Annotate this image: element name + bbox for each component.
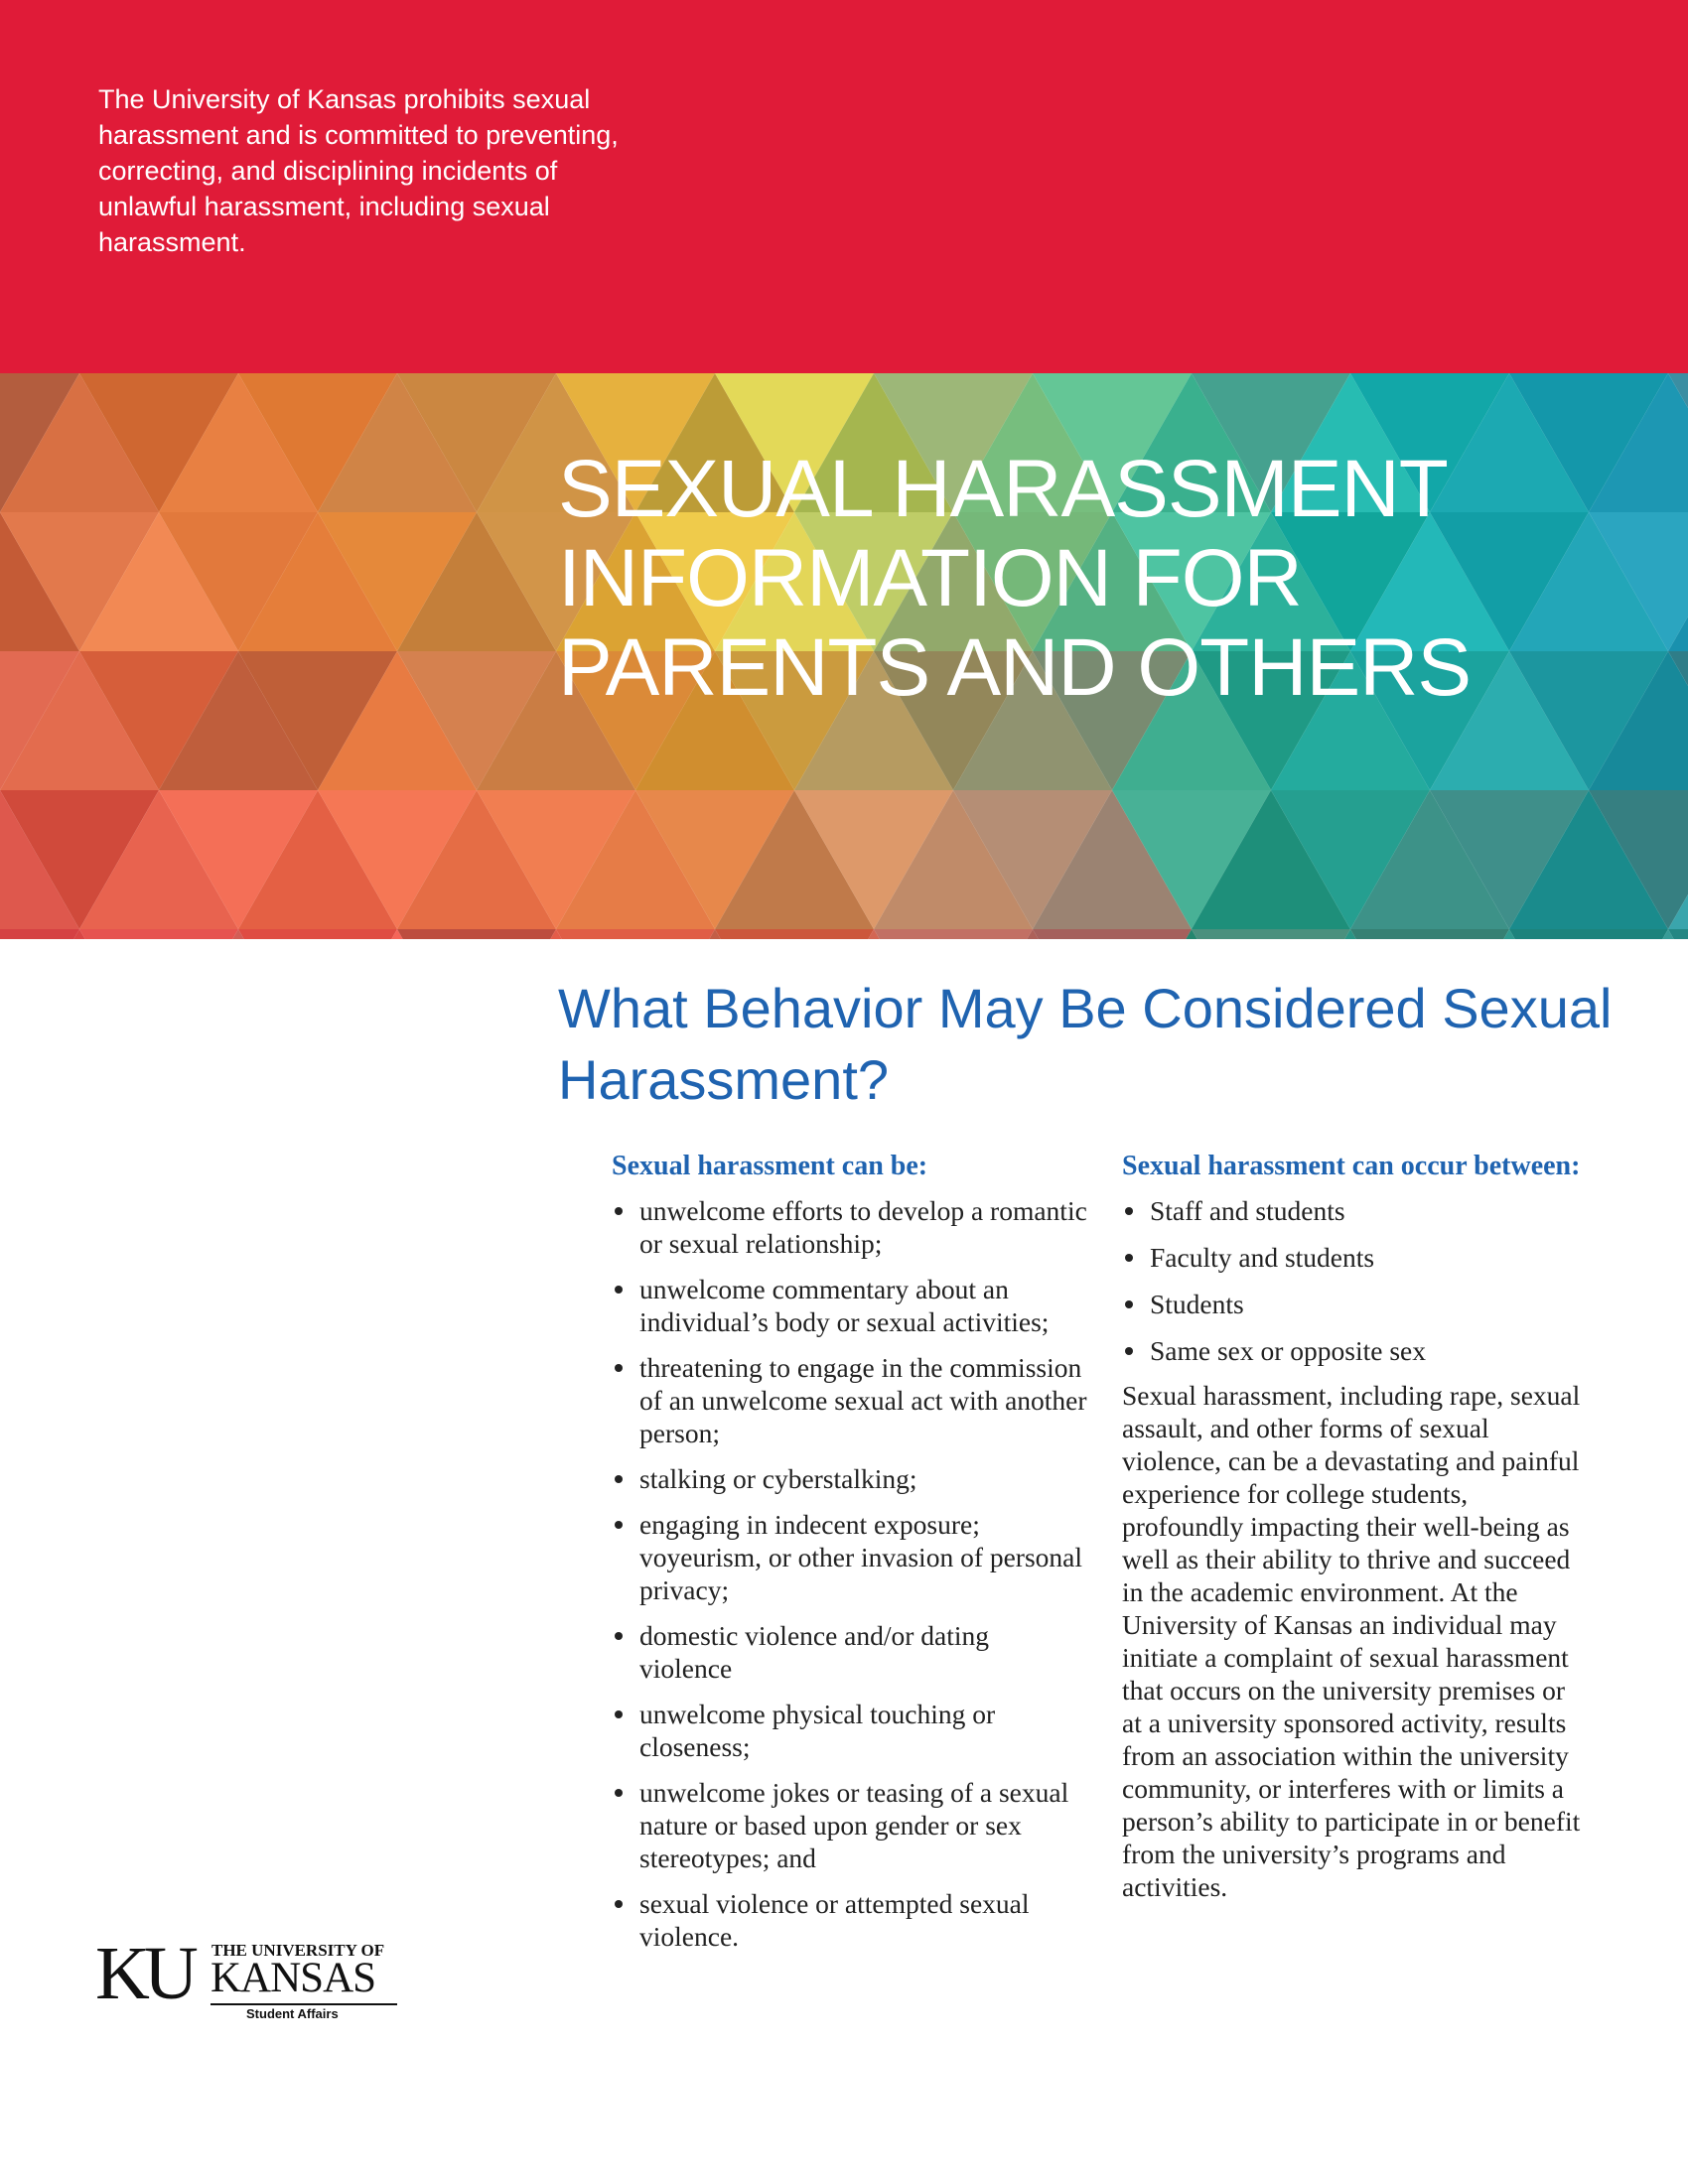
hero-title-line: INFORMATION FOR — [558, 533, 1302, 623]
list-item-text: unwelcome commentary about an individual’s body or sexual activities; — [639, 1274, 1050, 1337]
left-column-heading: Sexual harassment can be: — [612, 1151, 928, 1181]
bullet-icon — [615, 1207, 623, 1215]
bullet-icon — [615, 1789, 623, 1797]
list-item — [612, 1194, 1088, 1260]
hero-title-line: SEXUAL HARASSMENT — [558, 444, 1448, 534]
list-item-text: unwelcome jokes or teasing of a sexual nature or based upon gender or sex stereotypes; and — [639, 1777, 1069, 1873]
list-item — [1122, 1241, 1589, 1274]
pattern-triangle — [1033, 929, 1192, 939]
list-item — [1122, 1288, 1589, 1320]
hero-title-line: PARENTS AND OTHERS — [558, 622, 1472, 713]
pattern-triangle — [1192, 929, 1350, 939]
list-item — [1122, 1194, 1589, 1227]
list-item-text: unwelcome efforts to develop a romantic or sexual relationship; — [639, 1195, 1087, 1259]
list-item — [612, 1619, 1088, 1685]
bullet-icon — [615, 1475, 623, 1483]
list-item — [612, 1887, 1088, 1953]
pattern-triangle — [1350, 929, 1509, 939]
top-red-band — [0, 0, 1688, 373]
list-item-text: stalking or cyberstalking; — [639, 1463, 917, 1494]
list-item-text: Same sex or opposite sex — [1150, 1335, 1427, 1366]
bullet-icon — [1125, 1300, 1133, 1308]
list-item — [612, 1351, 1088, 1449]
pattern-triangle — [397, 929, 556, 939]
right-column-heading: Sexual harassment can occur between: — [1122, 1151, 1581, 1181]
right-column — [1122, 1150, 1589, 1903]
list-item-text: domestic violence and/or dating violence — [639, 1620, 990, 1684]
list-item-text: engaging in indecent exposure; voyeurism, or other invasion of personal privacy; — [639, 1509, 1083, 1605]
explanation-paragraph: Sexual harassment, including rape, sexual assault, and other forms of sexual violence, can be a devastating and painful experience for college students, profoundly impacting their well-being as well as their ability to thrive and succeed in the academic environment. At the University of Kansas an individual may initiate a complaint of sexual harassment that occurs on the university premises or at a university sponsored activity, results from an association within the university community, or interferes with or limits a person’s ability to participate in or benefit from the university’s programs and activities. — [1122, 1380, 1581, 1902]
pattern-triangle — [556, 929, 715, 939]
bullet-icon — [615, 1521, 623, 1529]
list-item — [612, 1462, 1088, 1495]
bullet-icon — [1125, 1207, 1133, 1215]
pattern-triangle — [715, 929, 874, 939]
intro-statement: The University of Kansas prohibits sexual harassment and is committed to preventing, correcting, and disciplining incidents of unlawful harassment, including sexual harassment. — [98, 84, 619, 257]
list-item — [612, 1698, 1088, 1763]
pattern-triangle — [874, 929, 1033, 939]
bullet-icon — [1125, 1254, 1133, 1262]
pattern-triangle — [1509, 929, 1668, 939]
pattern-triangle — [238, 929, 397, 939]
bullet-icon — [615, 1710, 623, 1718]
pattern-triangle — [79, 929, 238, 939]
section-heading: What Behavior May Be Considered Sexual Harassment? — [558, 977, 1613, 1111]
bullet-icon — [615, 1632, 623, 1640]
list-item-text: sexual violence or attempted sexual violence. — [639, 1888, 1030, 1952]
left-column — [612, 1150, 1088, 1966]
list-item-text: unwelcome physical touching or closeness; — [639, 1699, 996, 1762]
list-item-text: threatening to engage in the commission of an unwelcome sexual act with another person; — [639, 1352, 1087, 1448]
list-item-text: Staff and students — [1150, 1195, 1345, 1226]
logo-department: Student Affairs — [246, 2006, 339, 2021]
relationship-list — [1122, 1194, 1589, 1367]
bullet-icon — [615, 1900, 623, 1908]
list-item — [612, 1273, 1088, 1338]
list-item-text: Students — [1150, 1289, 1244, 1319]
ku-student-affairs-logo — [95, 1932, 423, 2021]
ku-logo-mark: KU — [95, 1932, 193, 2015]
logo-divider — [211, 2003, 397, 2005]
behavior-list — [612, 1194, 1088, 1953]
list-item-text: Faculty and students — [1150, 1242, 1375, 1273]
bullet-icon — [1125, 1347, 1133, 1355]
logo-university-of: THE UNIVERSITY OF — [211, 1941, 385, 1960]
logo-kansas: KANSAS — [211, 1955, 376, 2001]
list-item — [612, 1508, 1088, 1606]
list-item — [1122, 1334, 1589, 1367]
list-item — [612, 1776, 1088, 1874]
pattern-triangle — [0, 929, 79, 939]
hero-title — [558, 445, 1670, 713]
bullet-icon — [615, 1286, 623, 1294]
bullet-icon — [615, 1364, 623, 1372]
